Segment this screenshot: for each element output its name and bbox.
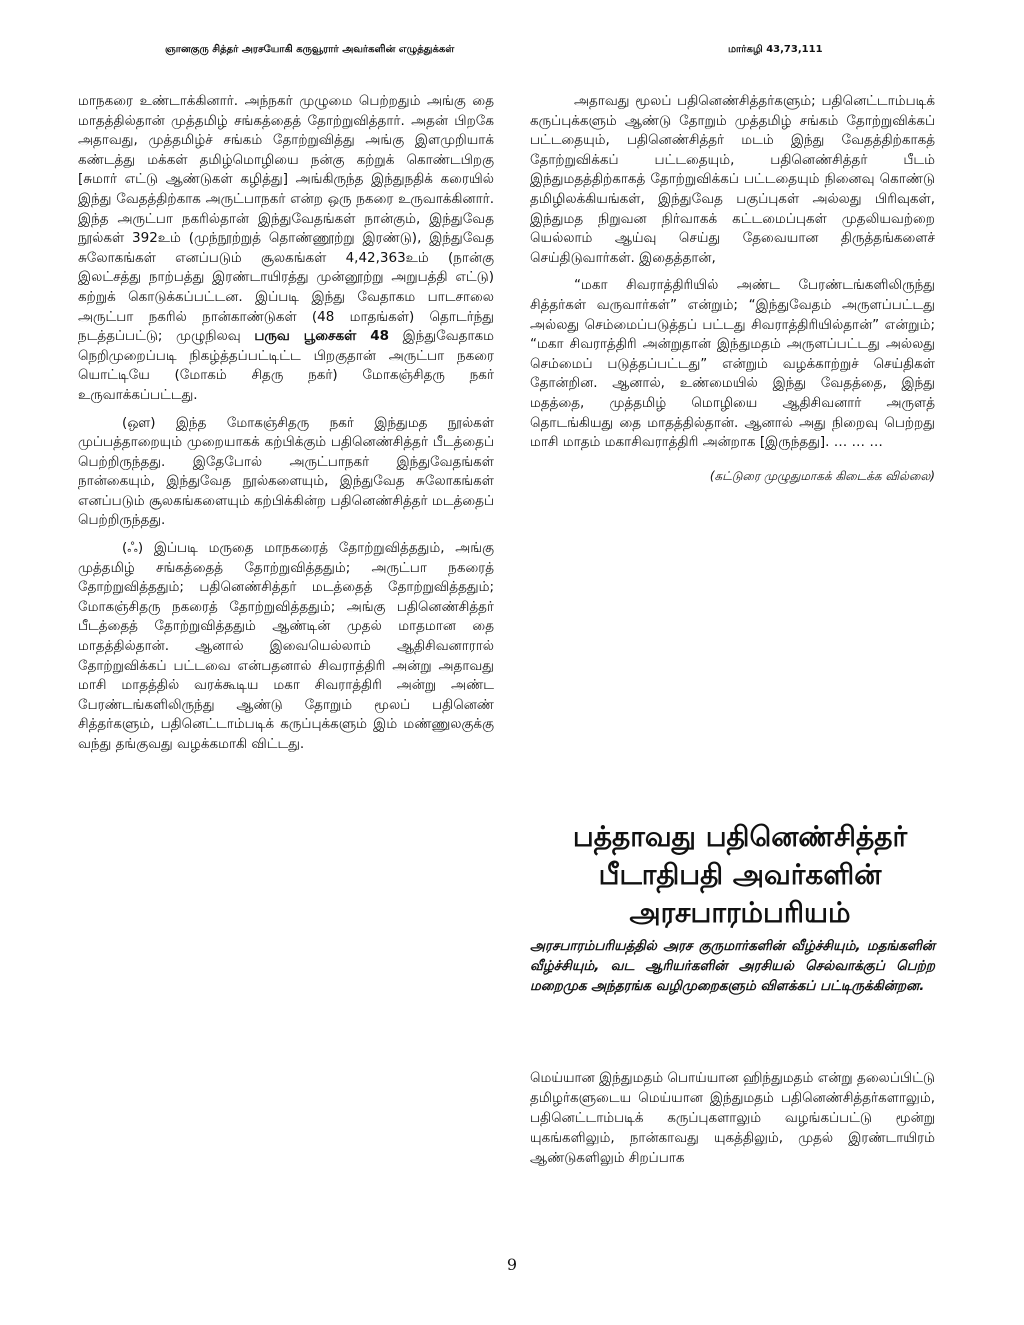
left-paragraph-1-bold: பருவ பூசைகள் 48 <box>254 328 390 345</box>
right-paragraph-1: அதாவது மூலப் பதினெண்சித்தர்களும்; பதினெட்டாம்படிக் கருப்புக்களும் ஆண்டு தோறும் முத்தமிழ் சங்கம் தோற்றுவிக்கப் பட்டதையும், பதினெண்சித்தர் மடம் இந்து வேதத்திற்காகத் தோற்றுவிக்கப் பட்டதையும், பதினெண்சித்தர் பீடம் இந்துமதத்திற்காகத் தோற்றுவிக்கப் பட்டதையும் நினைவு கொண்டு தமிழிலக்கியங்கள், இந்துவேத பகுப்புகள் அல்லது பிரிவுகள், இந்துமத நிறுவன நிர்வாகக் கட்டமைப்புகள் முதலியவற்றை யெல்லாம் ஆய்வு செய்து தேவையான திருத்தங்களைச் செய்திடுவார்கள். இதைத்தான், <box>530 93 935 266</box>
left-paragraph-2: (ஔ) இந்த மோகஞ்சிதரு நகர் இந்துமத நூல்கள் முப்பத்தாறையும் முறையாகக் கற்பிக்கும் பதினெண்சித்தர் பீடத்தைப் பெற்றிருந்தது. இதேபோல் அருட்பாநகர் இந்துவேதங்கள் நான்கையும், இந்துவேத நூல்களையும், இந்துவேத சுலோகங்கள் எனப்படும் சூலகங்களையும் கற்பிக்கின்ற பதினெண்சித்தர் மடத்தைப் பெற்றிருந்தது. <box>78 414 494 529</box>
header-issue-date: மார்கழி 43,73,111 <box>728 44 823 55</box>
running-header <box>0 44 1024 68</box>
header-author-line: ஞானகுரு சித்தர் அரசயோகி கருவூரார் அவர்களின் எழுத்துக்கள் <box>165 44 455 55</box>
right-paragraph-2: “மகா சிவராத்திரியில் அண்ட பேரண்டங்களிலிருந்து சித்தர்கள் வருவார்கள்” என்றும்; “இந்துவேதம் அருளப்பட்டது அல்லது செம்மைப்படுத்தப் பட்டது சிவராத்திரியில்தான்” என்றும்; “மகா சிவராத்திரி அன்றுதான் இந்துமதம் அருளப்பட்டது அல்லது செம்மைப் படுத்தப்பட்டது” என்றும் வழக்காற்றுச் செய்திகள் தோன்றின. ஆனால், உண்மையில் இந்து வேதத்தை, இந்து மதத்தை, முத்தமிழ் மொழியை ஆதிசிவனார் அருளத் தொடங்கியது தை மாதத்தில்தான். ஆனால் அது நிறைவு பெற்றது மாசி மாதம் மகாசிவராத்திரி அன்றாக [இருந்தது]. … … … <box>530 277 935 451</box>
left-paragraph-1-text: மாநகரை உண்டாக்கினார். அந்நகர் முழுமை பெற்றதும் அங்கு தை மாதத்தில்தான் முத்தமிழ் சங்கத்தைத் தோற்றுவித்தார். அதன் பிறகே அதாவது, முத்தமிழ்ச் சங்கம் தோற்றுவித்து அங்கு இளமுறியாக் கண்டத்து மக்கள் தமிழ்மொழியை நன்கு கற்றுக் கொண்டபிறகு [சுமார் எட்டு ஆண்டுகள் கழித்து] அங்கிருந்த இந்துநதிக் கரையில் இந்து வேதத்திற்காக அருட்பாநகர் என்ற ஒரு நகரை உருவாக்கினார். இந்த அருட்பா நகரில்தான் இந்துவேதங்கள் நான்கும், இந்துவேத நூல்கள் 392உம் (முந்நூற்றுத் தொண்ணூற்று இரண்டு), இந்துவேத சுலோகங்கள் எனப்படும் சூலகங்கள் 4,42,363உம் (நான்கு இலட்சத்து நாற்பத்து இரண்டாயிரத்து முன்னூற்று அறுபத்தி எட்டு) கற்றுக் கொடுக்கப்பட்டன. இப்படி இந்து வேதாகம பாடசாலை அருட்பா நகரில் நான்காண்டுகள் (48 மாதங்கள்) தொடர்ந்து நடத்தப்பட்டு; முழுநிலவு <box>78 93 494 345</box>
right-column <box>530 92 935 486</box>
left-paragraph-3: (ஃ) இப்படி மருதை மாநகரைத் தோற்றுவித்ததும், அங்கு முத்தமிழ் சங்கத்தைத் தோற்றுவித்ததும்; அருட்பா நகரைத் தோற்றுவித்ததும்; பதினெண்சித்தர் மடத்தைத் தோற்றுவித்ததும்; மோகஞ்சிதரு நகரைத் தோற்றுவித்ததும்; அங்கு பதினெண்சித்தர் பீடத்தைத் தோற்றுவித்ததும் ஆண்டின் முதல் மாதமான தை மாதத்தில்தான். ஆனால் இவையெல்லாம் ஆதிசிவனாரால் தோற்றுவிக்கப் பட்டவை என்பதனால் சிவராத்திரி அன்று அதாவது மாசி மாதத்தில் வரக்கூடிய மகா சிவராத்திரி அன்று அண்ட பேரண்டங்களிலிருந்து ஆண்டு தோறும் மூலப் பதினெண் சித்தர்களும், பதினெட்டாம்படிக் கருப்புக்களும் இம் மண்ணுலகுக்கு வந்து தங்குவது வழக்கமாகி விட்டது. <box>78 540 494 752</box>
left-column <box>78 92 494 755</box>
section-subtitle: அரசபாரம்பரியத்தில் அரச குருமார்களின் வீழ்ச்சியும், மதங்களின் வீழ்ச்சியும், வட ஆரியர்களின் அரசியல் செல்வாக்குப் பெற்ற மறைமுக அந்தரங்க வழிமுறைகளும் விளக்கப் பட்டிருக்கின்றன. <box>530 938 935 994</box>
section-body: மெய்யான இந்துமதம் பொய்யான ஹிந்துமதம் என்று தலைப்பிட்டு தமிழர்களுடைய மெய்யான இந்துமதம் பதினெண்சித்தர்களாலும், பதினெட்டாம்படிக் கருப்புகளாலும் வழங்கப்பட்டு மூன்று யுகங்களிலும், நான்காவது யுகத்திலும், முதல் இரண்டாயிரம் ஆண்டுகளிலும் சிறப்பாக <box>530 1070 935 1166</box>
left-paragraph-1 <box>78 92 494 406</box>
section-heading: பத்தாவது பதினெண்சித்தர் பீடாதிபதி அவர்களின் அரசபாரம்பரியம் <box>572 820 908 929</box>
page-number: 9 <box>506 1255 518 1274</box>
article-incomplete-note: (கட்டுரை முழுதுமாகக் கிடைக்க வில்லை) <box>709 468 935 483</box>
left-paragraph-1-tail: இந்துவேதாகம நெறிமுறைப்படி நிகழ்த்தப்பட்டிட்ட பிறகுதான் அருட்பா நகரை யொட்டியே (மோகம் சிதரு நகர்) மோகஞ்சிதரு நகர் உருவாக்கப்பட்டது. <box>78 328 495 403</box>
